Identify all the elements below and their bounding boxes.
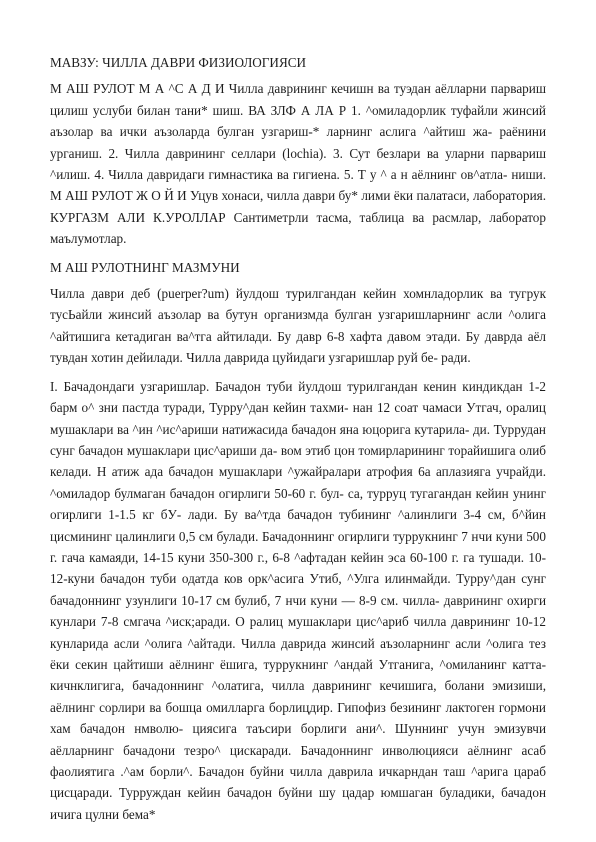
body-paragraph: I. Бачадондаги узгаришлар. Бачадон туби йулдош турилгандан кенин киндикдан 1-2 барм о^ зни пастда туради, Турру^дан кейин тахми- нан 12 соат чамаси Утгач, оралиц мушаклари ва ^ин ^ис^ариши натижасида бачадон яна юцорига кутарила- ди. Туррудан сунг бачадон мушаклари цис^ариши да- вом этиб цон томирларининг торайишига олиб келади. Н атиж ада бачадон мушаклари ^ужайралари атрофия 6а аплазияга учрайди. ^омиладор булмаган бачадон огирлиги 50-60 г. бул- са, турруц тугагандан кейин унинг огирлиги 1-1.5 кг бУ- лади. Бу ва^тда бачадон тубининг ^алинлиги 3-4 см, б^йин цисмининг цалинлиги 0,5 см булади. Бачадоннинг огирлиги туррукнинг 7 нчи куни 500 г. гача камаяди, 14-15 куни 350-300 г., 6-8 ^афтадан кейин эса 60-100 г. га тушади. 10-12-куни бачадон туби одатда ков орк^асига Утиб, ^Улга илинмайди. Турру^дан сунг бачадоннинг узунлиги 10-17 см булиб, 7 нчи куни — 8-9 см. чилла- даврининг охирги кунлари 7-8 смгача ^иск;аради. О ралиц мушаклари цис^ариб чилла даврининг 10-12 кунларида асли ^олига ^айтади. Чилла даврида жинсий аъзоларнинг асли ^олига тез ёки секин цайтиши аёлнинг ёшига, туррукнинг ^андай Утганига, ^омиланинг катта-кичнклигига, бачадоннинг ^олатига, чилла даврининг кечишига, болани эмизиши, аёлнинг сорлири ва бошца омилларга борлицдир. Гипофиз безининг лактоген гормони хам бачадон нмволю- циясига таъсири борлиги ани^. Шуннинг учун эмизувчи аёлларнинг бачадони тезро^ цискаради. Бачадоннинг инволюцияси аёлнинг асаб фаолиятига .^ам борли^. Бачадон буйни чилла даврила ичкарндан таш ^арига цараб цисцаради. Турруждан кейин бачадон буйни шу цадар юмшаган буладики, бачадон ичига цулни бема* [50,378,546,822]
document-page [50,52,546,832]
intro-paragraph: М АШ РУЛОТ М А ^С А Д И Чилла даврининг кечишн ва туэдан аёлларни парвариш цилиш услуби билан тани* шиш. ВА ЗЛФ А ЛА Р 1. ^омиладорлик туфайли жинсий аъзолар ва ички аъзоларда булган узгариш-* ларнинг аслига ^айтиш жа- раёнини урганиш. 2. Чилла даврининг селлари (lochia). 3. Сут безлари ва уларни парвариш ^илиш. 4. Чилла давридаги гимнастика ва гигиена. 5. Т у ^ а н аёлнинг ов^атла- ниши. М АШ РУЛОТ Ж О Й И Уцув хонаси, чилла даври бу* лими ёки палатаси, лаборатория. КУРГАЗМ АЛИ К.УРОЛЛАР Сантиметрли тасма, таблица ва расмлар, лаборатор маълумотлар. [50,81,546,247]
document-title: МАВЗУ: ЧИЛЛА ДАВРИ ФИЗИОЛОГИЯСИ [50,55,307,70]
section-heading: М АШ РУЛОТНИНГ МАЗМУНИ [50,259,240,275]
definition-paragraph: Чилла даври деб (puerper?um) йулдош турилгандан кейин хомнладорлик ва тугрук тусЬайли жинсий аъзолар ва бутун организмда булган узгаришларнинг асли ^олига ^айтишига кетадиган ва^тга айтилади. Бу давр 6-8 хафта давом этади. Бу даврда аёл тувдан хотин дейилади. Чилла даврида цуйидаги узгаришлар руй бе- ради. [50,286,546,366]
